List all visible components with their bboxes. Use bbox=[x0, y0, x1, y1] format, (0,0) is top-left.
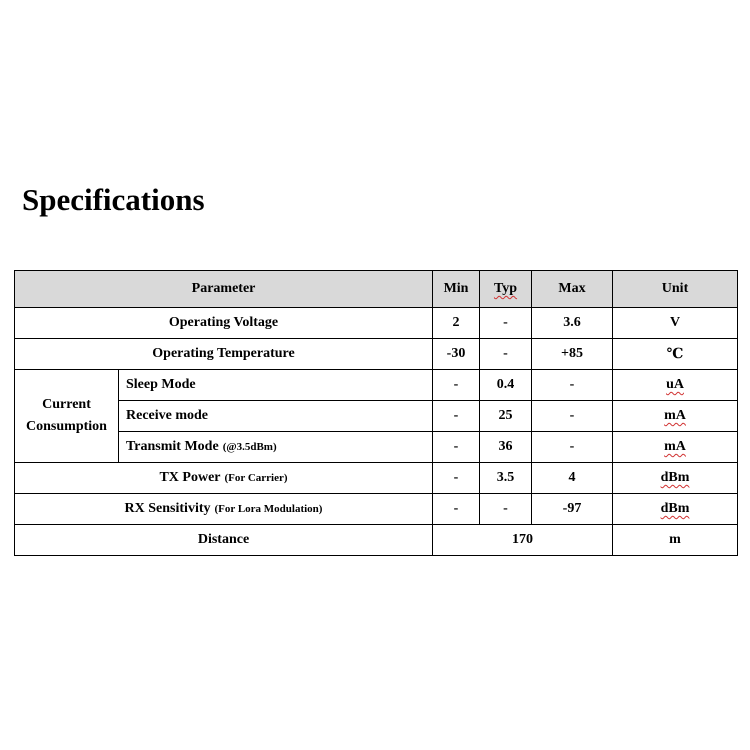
table-row bbox=[15, 339, 738, 370]
min-cell: - bbox=[433, 463, 480, 494]
min-cell: - bbox=[433, 432, 480, 463]
min-cell: -30 bbox=[433, 339, 480, 370]
typ-cell: - bbox=[480, 308, 532, 339]
subparam-text: Transmit Mode bbox=[126, 439, 219, 454]
min-cell: - bbox=[433, 401, 480, 432]
unit-text: dBm bbox=[660, 501, 690, 516]
unit-text: dBm bbox=[660, 470, 690, 485]
typ-cell: 25 bbox=[480, 401, 532, 432]
header-parameter: Parameter bbox=[15, 271, 433, 308]
header-unit: Unit bbox=[613, 271, 738, 308]
min-cell: - bbox=[433, 370, 480, 401]
table-row bbox=[15, 370, 738, 401]
max-cell: - bbox=[532, 432, 613, 463]
unit-cell: m bbox=[613, 525, 738, 556]
param-note: (For Carrier) bbox=[224, 472, 288, 484]
table-row bbox=[15, 463, 738, 494]
header-typ bbox=[480, 271, 532, 308]
table-row bbox=[15, 432, 738, 463]
typ-cell: - bbox=[480, 494, 532, 525]
value-cell: 170 bbox=[433, 525, 613, 556]
max-cell: -97 bbox=[532, 494, 613, 525]
unit-text: mA bbox=[664, 439, 686, 454]
min-cell: 2 bbox=[433, 308, 480, 339]
subparam-cell: Sleep Mode bbox=[119, 370, 433, 401]
param-text: RX Sensitivity bbox=[124, 501, 211, 516]
param-cell: Operating Voltage bbox=[15, 308, 433, 339]
max-cell: 4 bbox=[532, 463, 613, 494]
specifications-table bbox=[14, 270, 738, 556]
unit-cell: ℃ bbox=[613, 339, 738, 370]
param-note: (For Lora Modulation) bbox=[214, 503, 323, 515]
subparam-cell bbox=[119, 432, 433, 463]
header-max: Max bbox=[532, 271, 613, 308]
table-row bbox=[15, 525, 738, 556]
unit-cell bbox=[613, 494, 738, 525]
subparam-cell: Receive mode bbox=[119, 401, 433, 432]
unit-cell bbox=[613, 401, 738, 432]
typ-cell: - bbox=[480, 339, 532, 370]
unit-text: mA bbox=[664, 408, 686, 423]
table-row bbox=[15, 494, 738, 525]
header-min: Min bbox=[433, 271, 480, 308]
max-cell: 3.6 bbox=[532, 308, 613, 339]
table-row bbox=[15, 401, 738, 432]
unit-text: uA bbox=[666, 377, 684, 392]
table-row bbox=[15, 308, 738, 339]
unit-cell bbox=[613, 370, 738, 401]
min-cell: - bbox=[433, 494, 480, 525]
unit-cell bbox=[613, 432, 738, 463]
param-cell: Operating Temperature bbox=[15, 339, 433, 370]
unit-cell: V bbox=[613, 308, 738, 339]
table-header-row bbox=[15, 271, 738, 308]
param-cell: Distance bbox=[15, 525, 433, 556]
param-cell bbox=[15, 463, 433, 494]
typ-cell: 0.4 bbox=[480, 370, 532, 401]
param-cell bbox=[15, 494, 433, 525]
group-cell-current-consumption bbox=[15, 370, 119, 463]
max-cell: - bbox=[532, 370, 613, 401]
subparam-note: (@3.5dBm) bbox=[222, 441, 277, 453]
unit-cell bbox=[613, 463, 738, 494]
header-typ-text: Typ bbox=[493, 281, 518, 296]
max-cell: +85 bbox=[532, 339, 613, 370]
page-title: Specifications bbox=[22, 182, 205, 217]
typ-cell: 36 bbox=[480, 432, 532, 463]
param-text: TX Power bbox=[159, 470, 221, 485]
group-label-line1: Current bbox=[42, 397, 91, 412]
group-label-line2: Consumption bbox=[26, 419, 107, 434]
max-cell: - bbox=[532, 401, 613, 432]
typ-cell: 3.5 bbox=[480, 463, 532, 494]
